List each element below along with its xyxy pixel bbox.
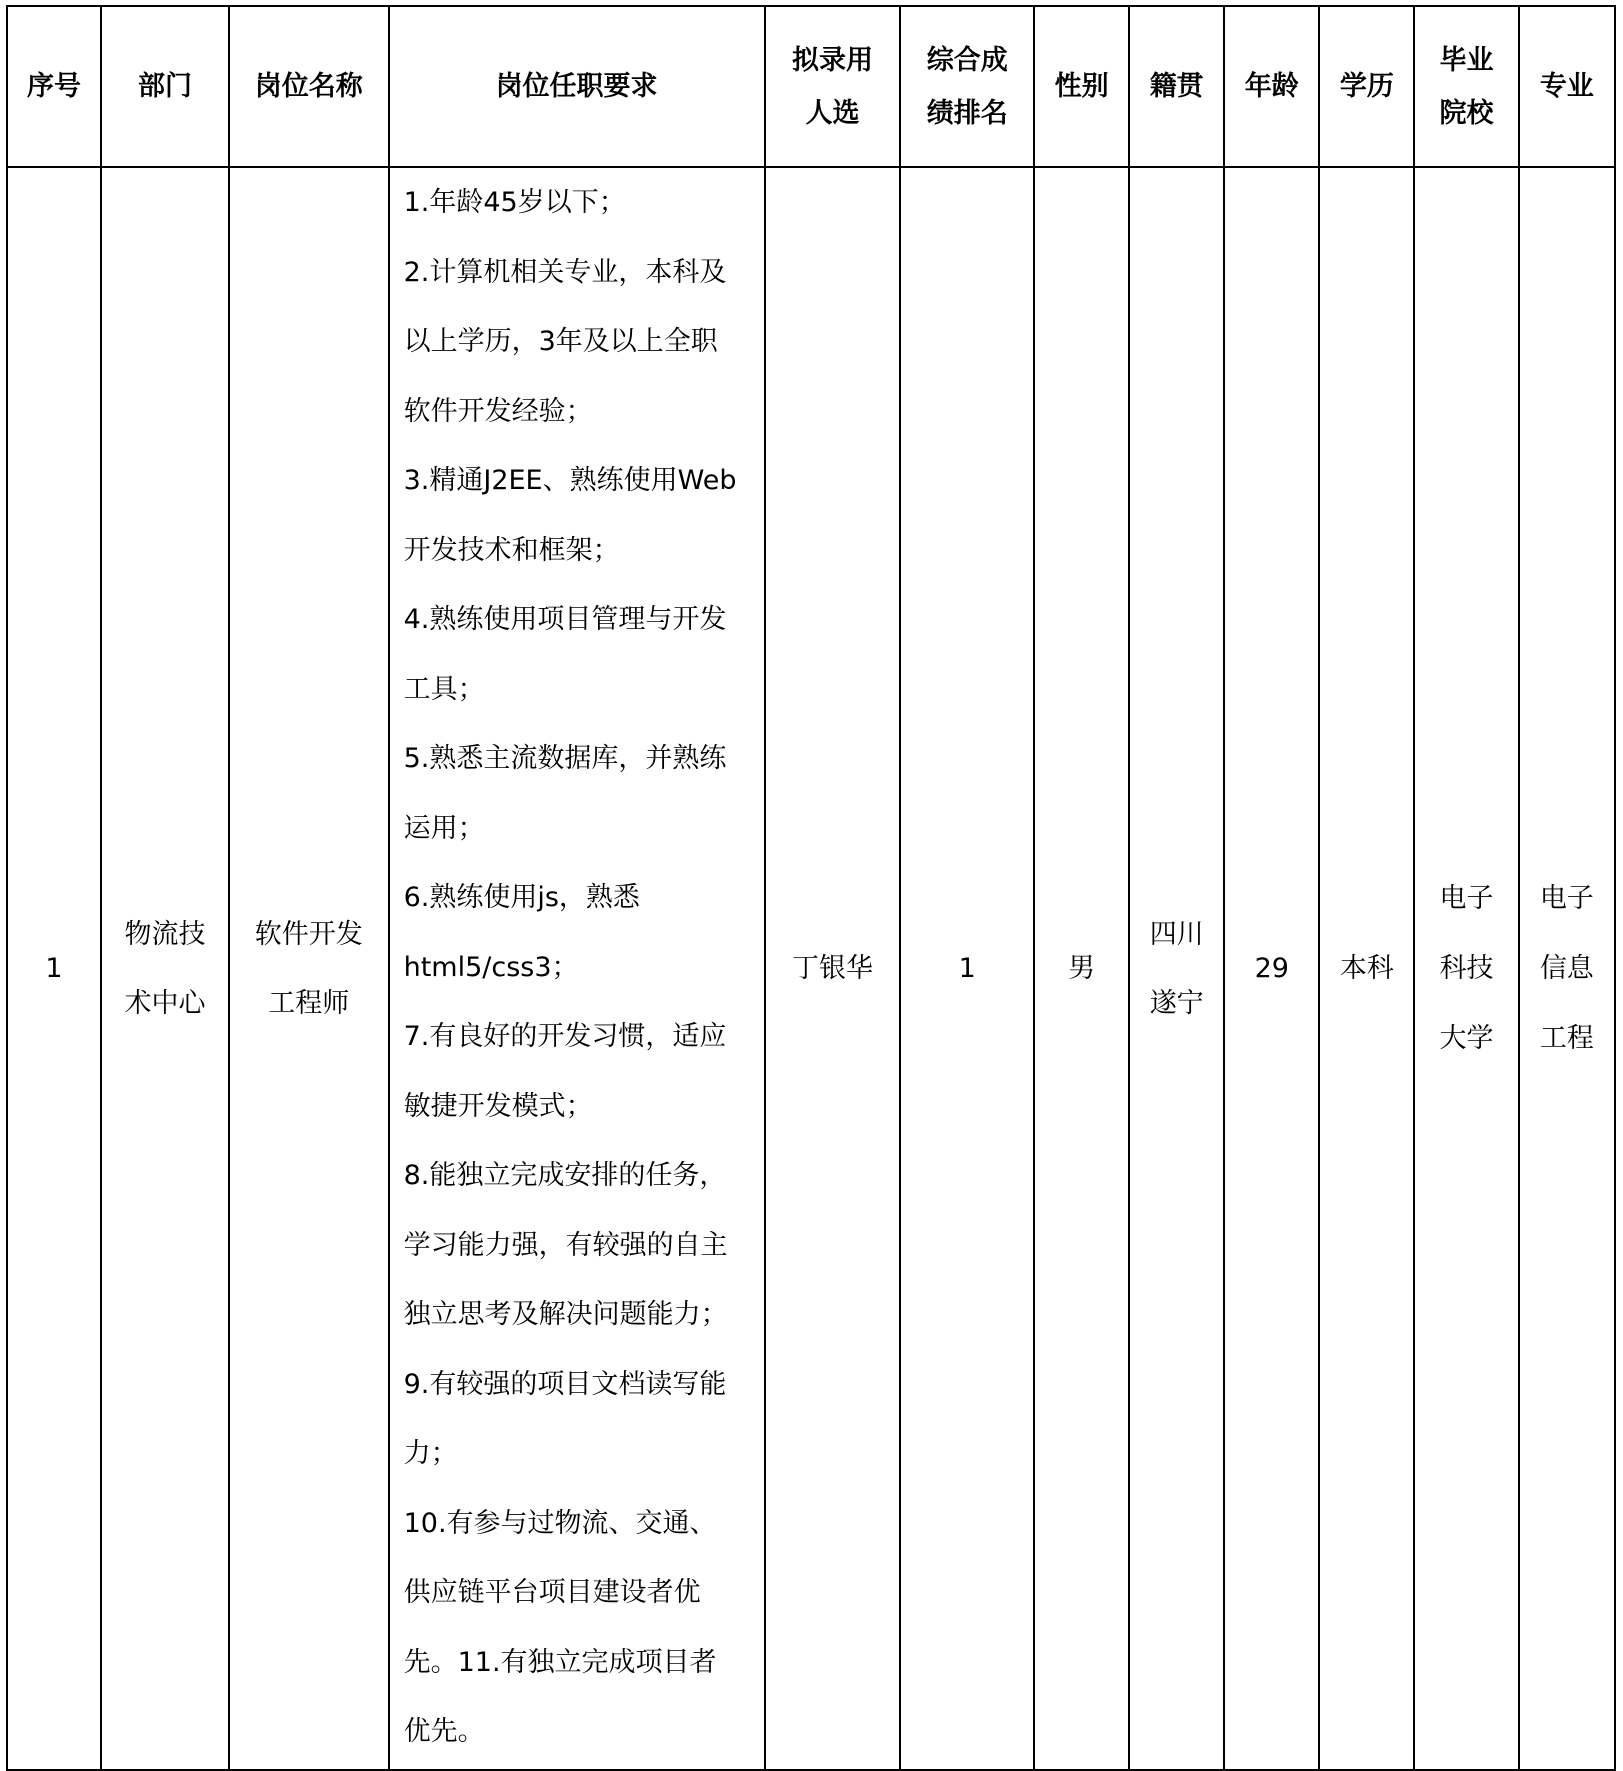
col-gender (1034, 6, 1129, 167)
requirement-line: 优先。 (403, 1716, 485, 1747)
requirement-line: 软件开发经验； (403, 395, 593, 427)
requirement-line: 4.熟练使用项目管理与开发 (403, 604, 727, 635)
col-seq (7, 6, 101, 167)
requirement-line: 独立思考及解决问题能力； (403, 1299, 728, 1330)
dept-value-line: 术中心 (124, 987, 206, 1019)
col-rank-label: 综合成 (926, 44, 1008, 76)
requirement-line: 以上学历，3年及以上全职 (403, 326, 718, 357)
col-position-label: 岗位名称 (254, 71, 363, 102)
col-dept-label: 部门 (137, 71, 192, 102)
col-rank-label: 绩排名 (926, 97, 1008, 129)
requirement-line: 敏捷开发模式； (403, 1090, 593, 1122)
cell-position (229, 167, 389, 1770)
col-candidate-label: 拟录用 (791, 44, 873, 76)
cell-dept (101, 167, 229, 1770)
recruitment-table (6, 5, 1616, 1771)
requirement-line: 5.熟悉主流数据库，并熟练 (403, 743, 727, 774)
requirement-line: 供应链平台项目建设者优 (403, 1577, 701, 1608)
requirement-line: 7.有良好的开发习惯，适应 (403, 1021, 727, 1052)
col-age (1224, 6, 1319, 167)
school-value-line: 科技 (1439, 952, 1494, 984)
cell-candidate (765, 167, 901, 1770)
requirement-line: html5/css3； (403, 951, 579, 983)
origin-value-line: 遂宁 (1149, 987, 1204, 1019)
cell-requirements (389, 167, 765, 1770)
col-requirements-label: 岗位任职要求 (495, 71, 658, 102)
education-value: 本科 (1339, 952, 1394, 984)
cell-seq (7, 167, 101, 1770)
position-value-line: 软件开发 (254, 918, 363, 950)
cell-gender (1034, 167, 1129, 1770)
position-value-line: 工程师 (268, 987, 350, 1019)
major-value-line: 信息 (1539, 952, 1594, 984)
recruitment-table-container (6, 5, 1616, 1771)
gender-value: 男 (1068, 952, 1096, 984)
requirement-line: 3.精通J2EE、熟练使用Web (403, 465, 737, 496)
requirement-line: 2.计算机相关专业，本科及 (403, 256, 727, 288)
col-origin-label: 籍贯 (1149, 71, 1204, 102)
col-major (1519, 6, 1615, 167)
requirement-line: 1.年龄45岁以下； (403, 187, 626, 218)
candidate-value: 丁银华 (791, 952, 873, 984)
col-school (1414, 6, 1518, 167)
requirements-list (404, 168, 752, 1767)
requirement-line: 6.熟练使用js，熟悉 (403, 882, 640, 913)
cell-major (1519, 167, 1615, 1770)
major-value-line: 电子 (1539, 882, 1594, 914)
requirement-line: 开发技术和框架； (403, 534, 620, 566)
seq-value: 1 (45, 952, 63, 984)
col-gender-label: 性别 (1054, 71, 1109, 102)
col-school-label: 院校 (1439, 97, 1494, 129)
cell-education (1319, 167, 1414, 1770)
col-candidate-label: 人选 (805, 97, 860, 129)
col-origin (1129, 6, 1224, 167)
requirement-line: 学习能力强，有较强的自主 (403, 1229, 728, 1261)
rank-value: 1 (958, 952, 976, 984)
requirement-line: 运用； (403, 812, 485, 844)
col-education (1319, 6, 1414, 167)
requirement-line: 工具； (403, 673, 485, 705)
origin-value-line: 四川 (1149, 918, 1204, 950)
col-requirements (389, 6, 765, 167)
col-age-label: 年龄 (1244, 71, 1299, 102)
cell-rank (900, 167, 1034, 1770)
school-value-line: 大学 (1439, 1022, 1494, 1054)
col-dept (101, 6, 229, 167)
dept-value-line: 物流技 (124, 918, 206, 950)
major-value-line: 工程 (1539, 1022, 1594, 1054)
col-education-label: 学历 (1339, 71, 1394, 102)
age-value: 29 (1254, 952, 1289, 984)
cell-school (1414, 167, 1518, 1770)
requirement-line: 8.能独立完成安排的任务， (403, 1160, 727, 1191)
col-school-label: 毕业 (1439, 44, 1494, 76)
requirement-line: 力； (403, 1438, 458, 1469)
table-row (7, 167, 1615, 1770)
cell-age (1224, 167, 1319, 1770)
col-major-label: 专业 (1539, 71, 1594, 102)
col-rank (900, 6, 1034, 167)
requirement-line: 9.有较强的项目文档读写能 (403, 1368, 727, 1400)
col-candidate (765, 6, 901, 167)
col-seq-label: 序号 (26, 71, 81, 102)
school-value-line: 电子 (1439, 882, 1494, 914)
requirement-line: 先。11.有独立完成项目者 (403, 1646, 717, 1678)
col-position (229, 6, 389, 167)
header-row (7, 6, 1615, 167)
requirement-line: 10.有参与过物流、交通、 (403, 1507, 717, 1539)
cell-origin (1129, 167, 1224, 1770)
